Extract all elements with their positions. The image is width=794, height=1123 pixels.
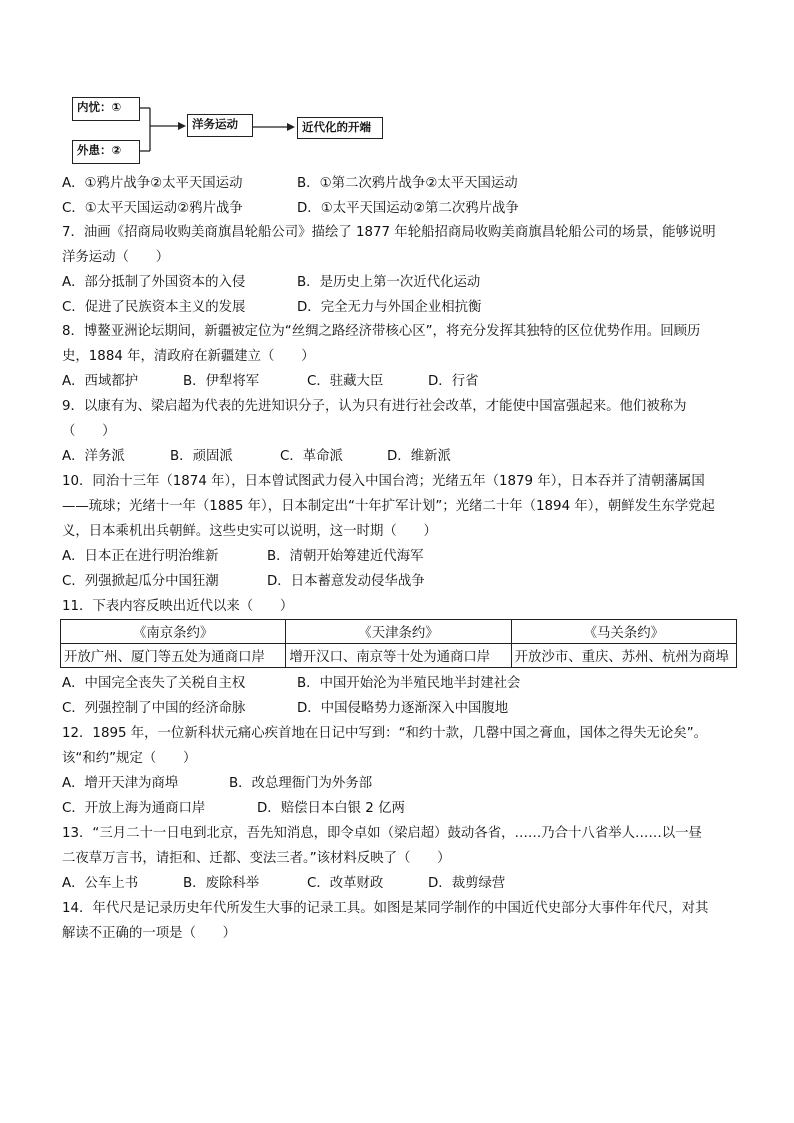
q7-option-c[interactable]: C．促进了民族资本主义的发展	[62, 300, 246, 315]
q7-option-a[interactable]: A．部分抵制了外国资本的入侵	[62, 275, 246, 290]
q8-option-b[interactable]: B．伊犁将军	[183, 374, 260, 389]
q10-stem-line2: ——琉球；光绪十一年（1885 年），日本制定出“十年扩军计划”；光绪二十年（1894 年），朝鲜发生东学党起	[62, 499, 715, 514]
q9-option-a[interactable]: A．洋务派	[62, 449, 125, 464]
table-header-row	[61, 620, 737, 644]
diagram-box-westernization: 洋务运动	[187, 114, 253, 137]
q6-option-a[interactable]: A．①鸦片战争②太平天国运动	[62, 176, 243, 191]
q11-option-d[interactable]: D．中国侵略势力逐渐深入中国腹地	[297, 701, 509, 716]
table-header-cell: 《马关条约》	[511, 620, 736, 644]
q10-option-b[interactable]: B．清朝开始筹建近代海军	[267, 549, 424, 564]
table-header-cell: 《天津条约》	[286, 620, 511, 644]
q13-stem-line2: 二夜草万言书，请拒和、迁都、变法三者。”该材料反映了（ ）	[62, 851, 451, 866]
q10-stem-line1: 10．同治十三年（1874 年），日本曾试图武力侵入中国台湾；光绪五年（1879 年），日本吞并了清朝藩属国	[62, 474, 705, 489]
treaty-table	[60, 619, 737, 668]
q11-option-b[interactable]: B．中国开始沦为半殖民地半封建社会	[297, 676, 521, 691]
q6-option-b[interactable]: B．①第二次鸦片战争②太平天国运动	[297, 176, 518, 191]
q8-option-d[interactable]: D．行省	[428, 374, 479, 389]
q10-option-c[interactable]: C．列强掀起瓜分中国狂潮	[62, 574, 219, 589]
q9-option-d[interactable]: D．维新派	[387, 449, 451, 464]
q7-option-d[interactable]: D．完全无力与外国企业相抗衡	[297, 300, 482, 315]
diagram-box-modernization: 近代化的开端	[297, 117, 383, 139]
q10-option-a[interactable]: A．日本正在进行明治维新	[62, 549, 219, 564]
q13-option-a[interactable]: A．公车上书	[62, 876, 139, 891]
table-cell: 开放广州、厦门等五处为通商口岸	[61, 644, 286, 668]
q12-stem-line2: 该“和约”规定（ ）	[62, 751, 197, 766]
q14-stem-line2: 解读不正确的一项是（ ）	[62, 926, 237, 941]
q13-option-d[interactable]: D．裁剪绿营	[428, 876, 506, 891]
q12-option-c[interactable]: C．开放上海为通商口岸	[62, 801, 206, 816]
q7-option-b[interactable]: B．是历史上第一次近代化运动	[297, 275, 481, 290]
table-header-cell: 《南京条约》	[61, 620, 286, 644]
q12-option-d[interactable]: D．赔偿日本白银 2 亿两	[257, 801, 405, 816]
diagram-box-external: 外患：②	[72, 140, 140, 164]
q10-stem-line3: 义，日本乘机出兵朝鲜。这些史实可以说明，这一时期（ ）	[62, 524, 437, 539]
q13-option-b[interactable]: B．废除科举	[183, 876, 260, 891]
q8-stem-line2: 史，1884 年，清政府在新疆建立（ ）	[62, 349, 315, 364]
table-row	[61, 644, 737, 668]
q13-stem-line1: 13．“三月二十一日电到北京，吾先知消息，即令卓如（梁启超）鼓动各省，……乃合十八省举人……以一昼	[62, 826, 702, 841]
q9-option-c[interactable]: C．革命派	[280, 449, 343, 464]
q12-option-b[interactable]: B．改总理衙门为外务部	[229, 776, 373, 791]
q11-stem-line1: 11．下表内容反映出近代以来（ ）	[62, 599, 294, 614]
q6-option-c[interactable]: C．①太平天国运动②鸦片战争	[62, 201, 243, 216]
q12-option-a[interactable]: A．增开天津为商埠	[62, 776, 179, 791]
q11-option-a[interactable]: A．中国完全丧失了关税自主权	[62, 676, 246, 691]
q8-option-c[interactable]: C．驻藏大臣	[307, 374, 384, 389]
q10-option-d[interactable]: D．日本蓄意发动侵华战争	[267, 574, 425, 589]
q12-stem-line1: 12．1895 年，一位新科状元痛心疾首地在日记中写到：“和约十款，几罄中国之膏血，国体之得失无论矣”。	[62, 726, 708, 741]
q14-stem-line1: 14．年代尺是记录历史年代所发生大事的记录工具。如图是某同学制作的中国近代史部分大事件年代尺，对其	[62, 901, 709, 916]
table-cell: 增开汉口、南京等十处为通商口岸	[286, 644, 511, 668]
diagram-box-internal: 内忧：①	[72, 97, 140, 121]
q9-stem-line2: （ ）	[62, 424, 116, 439]
q6-option-d[interactable]: D．①太平天国运动②第二次鸦片战争	[297, 201, 519, 216]
q8-option-a[interactable]: A．西域都护	[62, 374, 139, 389]
q11-option-c[interactable]: C．列强控制了中国的经济命脉	[62, 701, 246, 716]
q7-stem-line2: 洋务运动（ ）	[62, 250, 170, 265]
q13-option-c[interactable]: C．改革财政	[307, 876, 384, 891]
q8-stem-line1: 8．博鳌亚洲论坛期间，新疆被定位为“丝绸之路经济带核心区”，将充分发挥其独特的区位优势作用。回顾历	[62, 324, 701, 339]
table-cell: 开放沙市、重庆、苏州、杭州为商埠	[511, 644, 736, 668]
q9-option-b[interactable]: B．顽固派	[170, 449, 233, 464]
q9-stem-line1: 9．以康有为、梁启超为代表的先进知识分子，认为只有进行社会改革，才能使中国富强起来。他们被称为	[62, 399, 687, 414]
q7-stem-line1: 7．油画《招商局收购美商旗昌轮船公司》描绘了 1877 年轮船招商局收购美商旗昌轮船公司的场景，能够说明	[62, 225, 716, 240]
